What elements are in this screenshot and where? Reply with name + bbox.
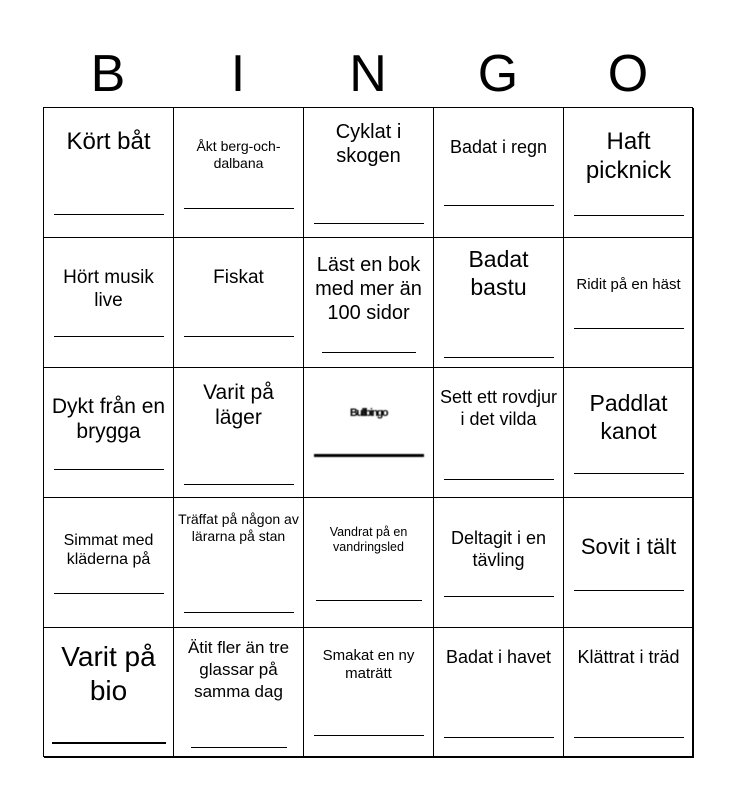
- header-letter-o: O: [607, 45, 649, 103]
- cell-text: Sett ett rovdjur i det vilda: [439, 387, 558, 429]
- bingo-header: [43, 40, 693, 108]
- header-letter-n: N: [349, 45, 387, 103]
- cell-text: Ridit på en häst: [576, 276, 681, 293]
- header-letter-b: B: [90, 45, 126, 103]
- cell-text: Badat i regn: [449, 137, 548, 157]
- cell-underline: [184, 612, 294, 613]
- cell-underline: [54, 336, 164, 337]
- free-space-underline: [314, 454, 424, 457]
- cell-text: Hört musik live: [63, 267, 154, 311]
- bingo-cell[interactable]: [304, 108, 434, 238]
- cell-underline: [574, 473, 684, 474]
- bingo-cell[interactable]: [564, 628, 694, 758]
- bingo-cell[interactable]: [564, 238, 694, 368]
- bingo-cell[interactable]: [44, 368, 174, 498]
- bingo-cell[interactable]: [434, 628, 564, 758]
- cell-text: Fiskat: [213, 267, 264, 288]
- cell-underline: [54, 469, 164, 470]
- cell-text: Träffat på någon av lärarna på stan: [178, 511, 299, 544]
- cell-underline: [444, 737, 554, 738]
- cell-text: Dykt från en brygga: [51, 395, 166, 444]
- cell-text: Simmat med kläderna på: [63, 532, 154, 569]
- free-space-text: Bullbingo: [349, 407, 388, 419]
- bingo-cell[interactable]: [304, 498, 434, 628]
- bingo-cell[interactable]: [434, 108, 564, 238]
- cell-underline: [444, 205, 554, 206]
- cell-text: Paddlat kanot: [589, 390, 668, 444]
- cell-underline: [444, 596, 554, 597]
- cell-underline: [191, 747, 287, 748]
- bingo-cell[interactable]: [44, 498, 174, 628]
- cell-underline: [54, 593, 164, 594]
- cell-underline: [574, 737, 684, 738]
- cell-text: Vandrat på en vandringsled: [329, 525, 408, 554]
- bingo-cell[interactable]: [174, 108, 304, 238]
- cell-underline: [444, 479, 554, 480]
- cell-text: Haft picknick: [585, 128, 672, 184]
- header-letter-g: G: [477, 45, 519, 103]
- cell-text: Badat bastu: [468, 246, 529, 300]
- cell-underline: [574, 590, 684, 591]
- cell-text: Klättrat i träd: [577, 647, 680, 667]
- cell-underline: [574, 215, 684, 216]
- cell-text: Smakat en ny maträtt: [322, 647, 415, 682]
- cell-underline: [314, 223, 424, 224]
- cell-underline: [52, 742, 166, 744]
- bingo-cell[interactable]: [304, 628, 434, 758]
- bingo-cell[interactable]: [564, 498, 694, 628]
- cell-underline: [316, 600, 422, 601]
- cell-underline: [184, 208, 294, 209]
- bingo-cell[interactable]: [434, 368, 564, 498]
- cell-text: Ätit fler än tre glassar på samma dag: [187, 638, 290, 702]
- cell-text: Läst en bok med mer än 100 sidor: [315, 254, 422, 324]
- cell-underline: [322, 352, 416, 353]
- cell-text: Åkt berg-och-dalbana: [196, 138, 281, 171]
- bingo-cell[interactable]: [174, 498, 304, 628]
- cell-text: Varit på läger: [203, 381, 274, 430]
- bingo-cell[interactable]: [434, 498, 564, 628]
- cell-underline: [574, 328, 684, 329]
- bingo-cell[interactable]: [564, 108, 694, 238]
- cell-text: Sovit i tält: [580, 534, 677, 559]
- bingo-cell[interactable]: [44, 628, 174, 758]
- bingo-cell[interactable]: [304, 238, 434, 368]
- bingo-cell[interactable]: [44, 238, 174, 368]
- cell-text: Kört båt: [66, 128, 151, 155]
- cell-underline: [184, 484, 294, 485]
- bingo-cell[interactable]: [434, 238, 564, 368]
- bingo-cell[interactable]: [44, 108, 174, 238]
- free-space-cell[interactable]: [304, 368, 434, 498]
- cell-underline: [444, 357, 554, 358]
- bingo-cell[interactable]: [564, 368, 694, 498]
- cell-underline: [184, 336, 294, 337]
- bingo-grid: [43, 107, 693, 757]
- cell-text: Cyklat i skogen: [335, 121, 402, 167]
- cell-text: Deltagit i en tävling: [450, 528, 547, 570]
- cell-text: Badat i havet: [445, 647, 552, 667]
- bingo-cell[interactable]: [174, 238, 304, 368]
- cell-underline: [314, 735, 424, 736]
- bingo-cell[interactable]: [174, 628, 304, 758]
- cell-underline: [54, 214, 164, 215]
- cell-text: Varit på bio: [61, 641, 156, 707]
- bingo-cell[interactable]: [174, 368, 304, 498]
- header-letter-i: I: [230, 45, 246, 103]
